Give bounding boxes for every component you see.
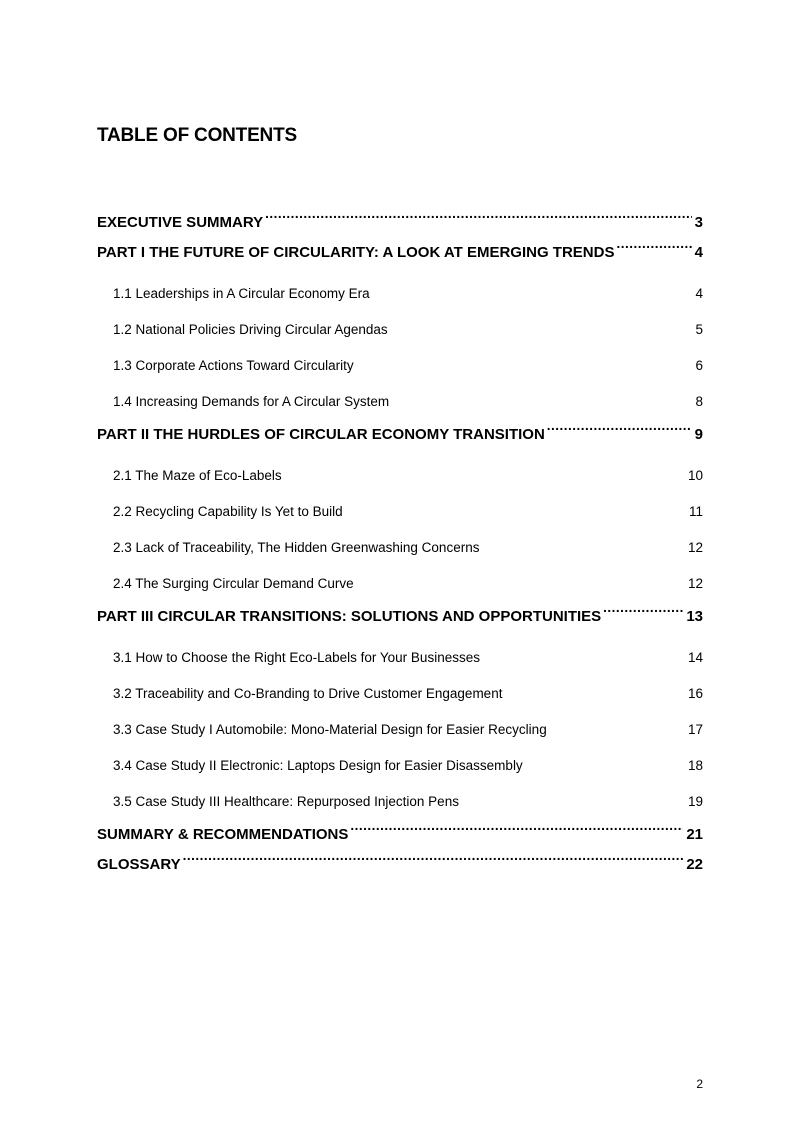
toc-entry-summary[interactable] bbox=[97, 820, 703, 850]
dot-leader bbox=[525, 757, 685, 771]
dot-leader bbox=[616, 242, 691, 257]
toc-entry-page: 4 bbox=[695, 286, 703, 301]
toc-entry-3-1[interactable] bbox=[97, 632, 703, 676]
toc-entry-2-1[interactable] bbox=[97, 450, 703, 494]
toc-entry-2-2[interactable] bbox=[97, 494, 703, 530]
toc-entry-label: PART III CIRCULAR TRANSITIONS: SOLUTIONS AND OPPORTUNITIES bbox=[97, 608, 602, 625]
toc-entry-3-4[interactable] bbox=[97, 748, 703, 784]
toc-entry-3-3[interactable] bbox=[97, 712, 703, 748]
toc-entry-page: 18 bbox=[687, 758, 703, 773]
dot-leader bbox=[504, 685, 685, 699]
dot-leader bbox=[265, 212, 692, 227]
toc-entry-page: 13 bbox=[686, 608, 703, 625]
page-number: 2 bbox=[696, 1077, 703, 1091]
dot-leader bbox=[356, 357, 693, 371]
dot-leader bbox=[603, 606, 683, 621]
toc-entry-page: 5 bbox=[695, 322, 703, 337]
dot-leader bbox=[547, 424, 692, 439]
dot-leader bbox=[391, 393, 692, 407]
toc-entry-part-2[interactable] bbox=[97, 420, 703, 450]
toc-entry-page: 19 bbox=[687, 794, 703, 809]
dot-leader bbox=[356, 575, 685, 589]
dot-leader bbox=[390, 321, 693, 335]
toc-entry-page: 10 bbox=[687, 468, 703, 483]
toc-entry-label: 2.1 The Maze of Eco-Labels bbox=[113, 468, 282, 483]
toc-entry-label: 3.2 Traceability and Co-Branding to Drive Customer Engagement bbox=[113, 686, 503, 701]
dot-leader bbox=[481, 539, 685, 553]
toc-entry-page: 22 bbox=[686, 856, 703, 873]
toc-entry-label: 1.3 Corporate Actions Toward Circularity bbox=[113, 358, 354, 373]
dot-leader bbox=[482, 649, 685, 663]
dot-leader bbox=[549, 721, 685, 735]
toc-entry-label: 3.5 Case Study III Healthcare: Repurposed Injection Pens bbox=[113, 794, 459, 809]
toc-entry-page: 8 bbox=[695, 394, 703, 409]
toc-entry-part-1[interactable] bbox=[97, 238, 703, 268]
toc-entry-label: 3.3 Case Study I Automobile: Mono-Material Design for Easier Recycling bbox=[113, 722, 547, 737]
toc-list bbox=[97, 208, 703, 880]
toc-entry-executive-summary[interactable] bbox=[97, 208, 703, 238]
dot-leader bbox=[350, 824, 683, 839]
toc-entry-page: 21 bbox=[686, 826, 703, 843]
toc-entry-page: 9 bbox=[694, 426, 703, 443]
toc-entry-label: EXECUTIVE SUMMARY bbox=[97, 214, 264, 231]
toc-entry-page: 11 bbox=[688, 504, 703, 519]
toc-entry-page: 14 bbox=[687, 650, 703, 665]
toc-entry-label: GLOSSARY bbox=[97, 856, 181, 873]
toc-entry-1-1[interactable] bbox=[97, 268, 703, 312]
toc-entry-page: 6 bbox=[695, 358, 703, 373]
dot-leader bbox=[345, 503, 686, 517]
toc-entry-label: 2.3 Lack of Traceability, The Hidden Greenwashing Concerns bbox=[113, 540, 480, 555]
toc-entry-1-4[interactable] bbox=[97, 384, 703, 420]
toc-entry-label: 3.1 How to Choose the Right Eco-Labels for Your Businesses bbox=[113, 650, 480, 665]
toc-entry-part-3[interactable] bbox=[97, 602, 703, 632]
toc-entry-label: 1.4 Increasing Demands for A Circular System bbox=[113, 394, 390, 409]
toc-entry-3-5[interactable] bbox=[97, 784, 703, 820]
toc-entry-label: SUMMARY & RECOMMENDATIONS bbox=[97, 826, 349, 843]
toc-entry-label: 2.4 The Surging Circular Demand Curve bbox=[113, 576, 354, 591]
dot-leader bbox=[372, 285, 693, 299]
toc-entry-3-2[interactable] bbox=[97, 676, 703, 712]
toc-entry-glossary[interactable] bbox=[97, 850, 703, 880]
toc-entry-page: 3 bbox=[694, 214, 703, 231]
toc-entry-2-3[interactable] bbox=[97, 530, 703, 566]
toc-entry-page: 17 bbox=[687, 722, 703, 737]
toc-entry-label: 1.2 National Policies Driving Circular Agendas bbox=[113, 322, 388, 337]
toc-entry-label: 3.4 Case Study II Electronic: Laptops Design for Easier Disassembly bbox=[113, 758, 523, 773]
toc-entry-page: 16 bbox=[687, 686, 703, 701]
dot-leader bbox=[284, 467, 685, 481]
toc-entry-label: PART II THE HURDLES OF CIRCULAR ECONOMY TRANSITION bbox=[97, 426, 545, 443]
toc-entry-2-4[interactable] bbox=[97, 566, 703, 602]
toc-entry-page: 4 bbox=[694, 244, 703, 261]
dot-leader bbox=[461, 793, 685, 807]
toc-entry-label: 2.2 Recycling Capability Is Yet to Build bbox=[113, 504, 343, 519]
toc-entry-label: PART I THE FUTURE OF CIRCULARITY: A LOOK AT EMERGING TRENDS bbox=[97, 244, 615, 261]
toc-entry-1-3[interactable] bbox=[97, 348, 703, 384]
toc-entry-page: 12 bbox=[687, 540, 703, 555]
dot-leader bbox=[183, 854, 684, 869]
toc-entry-1-2[interactable] bbox=[97, 312, 703, 348]
toc-entry-page: 12 bbox=[687, 576, 703, 591]
toc-entry-label: 1.1 Leaderships in A Circular Economy Era bbox=[113, 286, 370, 301]
page-title: TABLE OF CONTENTS bbox=[97, 125, 297, 146]
